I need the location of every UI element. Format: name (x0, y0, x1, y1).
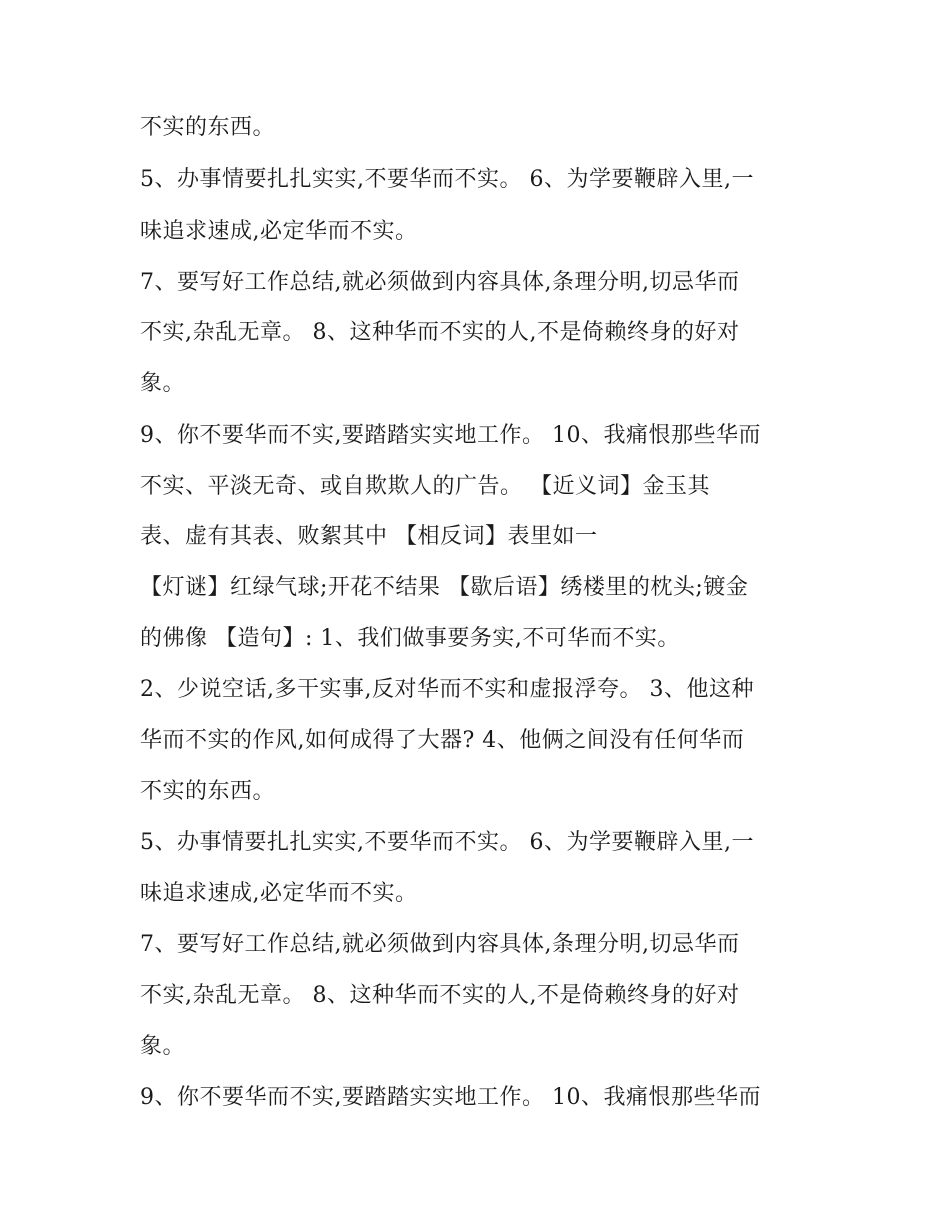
text-line: 不实的东西。 (140, 779, 276, 804)
text-line: 不实的东西。 (140, 115, 276, 140)
text-line: 味追求速成,必定华而不实。 (140, 219, 418, 244)
text-line: 9、你不要华而不实,要踏踏实实地工作。 10、我痛恨那些华而 (140, 1085, 761, 1110)
text-line: 不实,杂乱无章。 8、这种华而不实的人,不是倚赖终身的好对 (140, 983, 740, 1008)
text-line: 表、虚有其表、败絮其中 【相反词】表里如一 (140, 524, 598, 549)
text-line: 华而不实的作风,如何成得了大器? 4、他俩之间没有任何华而 (140, 728, 745, 753)
text-line: 象。 (140, 371, 186, 396)
text-line: 2、少说空话,多干实事,反对华而不实和虚报浮夸。 3、他这种 (140, 677, 754, 702)
text-line: 味追求速成,必定华而不实。 (140, 881, 418, 906)
text-line: 5、办事情要扎扎实实,不要华而不实。 6、为学要鞭辟入里,一 (140, 830, 754, 855)
text-line: 象。 (140, 1034, 186, 1059)
text-line: 【灯谜】红绿气球;开花不结果 【歇后语】绣楼里的枕头;镀金 (140, 575, 749, 600)
text-line: 不实、平淡无奇、或自欺欺人的广告。 【近义词】金玉其 (140, 474, 710, 499)
text-line: 7、要写好工作总结,就必须做到内容具体,条理分明,切忌华而 (140, 270, 740, 295)
text-line: 5、办事情要扎扎实实,不要华而不实。 6、为学要鞭辟入里,一 (140, 167, 754, 192)
text-line: 9、你不要华而不实,要踏踏实实地工作。 10、我痛恨那些华而 (140, 423, 761, 448)
text-line: 7、要写好工作总结,就必须做到内容具体,条理分明,切忌华而 (140, 932, 740, 957)
text-line: 的佛像 【造句】: 1、我们做事要务实,不可华而不实。 (140, 626, 680, 651)
text-line: 不实,杂乱无章。 8、这种华而不实的人,不是倚赖终身的好对 (140, 320, 740, 345)
